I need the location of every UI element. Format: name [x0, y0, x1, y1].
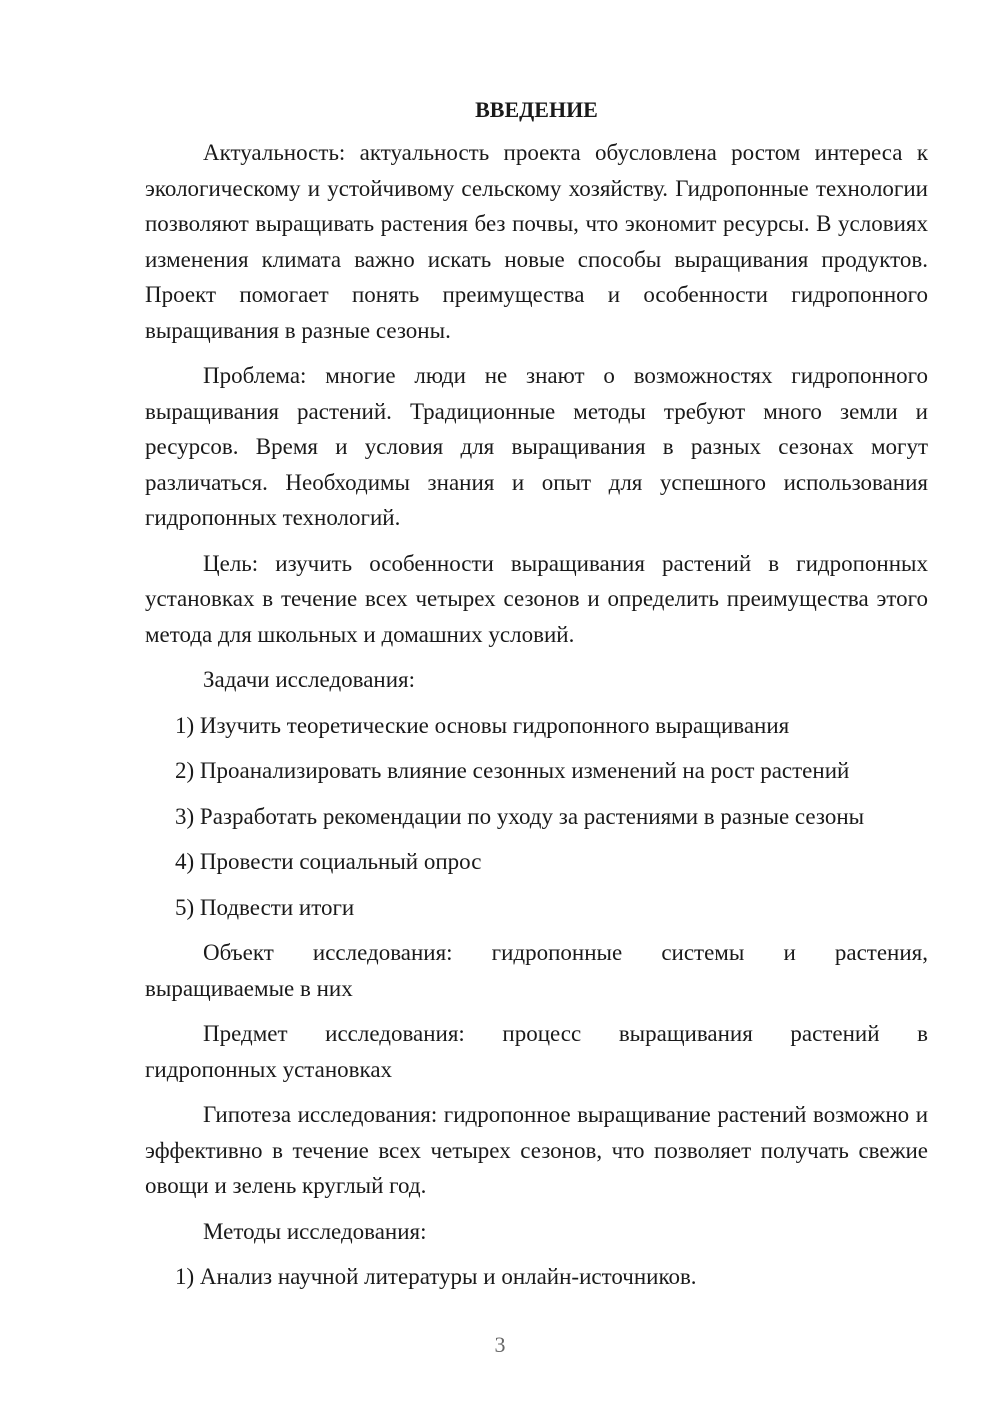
list-item: 4) Провести социальный опрос	[175, 849, 482, 874]
list-item: 2) Проанализировать влияние сезонных изменений на рост растений	[175, 758, 850, 783]
methods-list	[145, 1259, 928, 1295]
list-item: 1) Анализ научной литературы и онлайн-источников.	[175, 1264, 697, 1289]
hypothesis-paragraph: Гипотеза исследования: гидропонное выращивание растений возможно и эффективно в течение всех четырех сезонов, что позволяет получать свежие овощи и зелень круглый год.	[145, 1102, 928, 1198]
tasks-list	[145, 708, 928, 926]
relevance-paragraph: Актуальность: актуальность проекта обусловлена ростом интереса к экологическому и устойчивому сельскому хозяйству. Гидропонные технологии позволяют выращивать растения без почвы, что экономит ресурсы. В условиях изменения климата важно искать новые способы выращивания продуктов. Проект помогает понять преимущества и особенности гидропонного выращивания в разные сезоны.	[145, 140, 928, 343]
list-item: 5) Подвести итоги	[175, 894, 355, 920]
problem-paragraph: Проблема: многие люди не знают о возможностях гидропонного выращивания растений. Традиционные методы требуют много земли и ресурсов. Время и условия для выращивания в разных сезонах могут различаться. Необходимы знания и опыт для успешного использования гидропонных технологий.	[145, 363, 928, 530]
object-paragraph-line1: Объект исследования: гидропонные системы и растения,	[203, 940, 928, 965]
subject-paragraph-line2: гидропонных установках	[145, 1056, 393, 1082]
list-item: 1) Изучить теоретические основы гидропонного выращивания	[175, 712, 790, 738]
object-paragraph-line2: выращиваемые в них	[145, 975, 353, 1001]
methods-heading: Методы исследования:	[203, 1218, 427, 1244]
section-title: ВВЕДЕНИЕ	[475, 97, 598, 122]
subject-paragraph-line1: Предмет исследования: процесс выращивания растений в	[203, 1021, 928, 1046]
page-number: 3	[494, 1332, 506, 1357]
list-item: 3) Разработать рекомендации по уходу за растениями в разные сезоны	[175, 803, 865, 829]
document-page	[145, 92, 928, 1305]
tasks-heading: Задачи исследования:	[203, 667, 416, 692]
goal-paragraph: Цель: изучить особенности выращивания растений в гидропонных установках в течение всех четырех сезонов и определить преимущества этого метода для школьных и домашних условий.	[145, 550, 928, 647]
